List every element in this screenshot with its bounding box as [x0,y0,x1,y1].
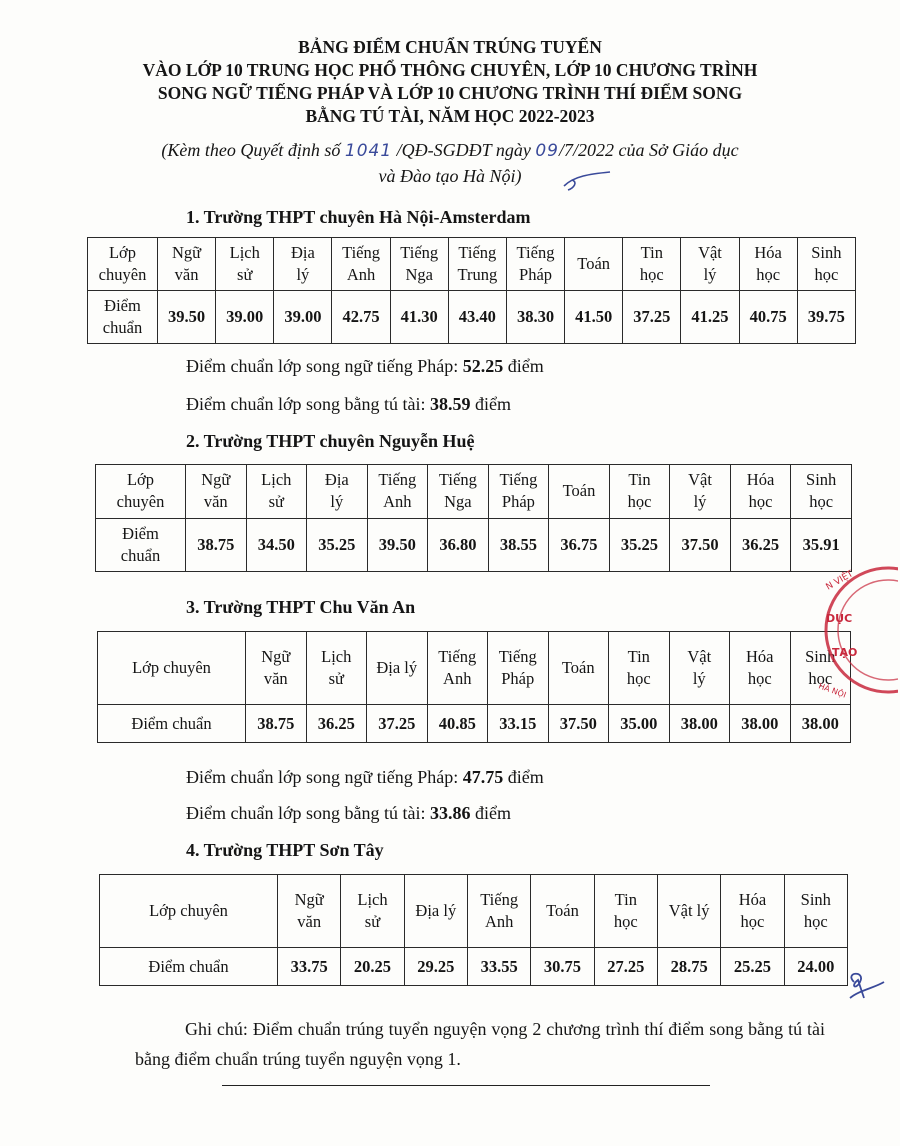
official-seal-icon [788,560,898,710]
score-cell: 39.50 [367,518,428,572]
cell-text: học [740,912,765,932]
score-cell: 43.40 [448,291,506,344]
score-cell: 20.25 [341,948,404,986]
cell-text: Địa [324,470,349,490]
row-label-subject [100,875,278,948]
score-cell: 27.25 [594,948,657,986]
cell-text: Tin [640,243,663,262]
score-cell: 24.00 [784,948,847,986]
score-row [100,948,848,986]
score-cell: 41.50 [565,291,623,344]
school-title-2: 2. Trường THPT chuyên Nguyễn Huệ [186,431,475,451]
cell-text: Toán [561,658,595,678]
score-row [96,518,852,572]
score-cell: 36.80 [428,518,489,572]
cell-text: học [747,669,772,689]
cell-text: học [627,492,652,512]
header-line-3: SONG NGỮ TIẾNG PHÁP VÀ LỚP 10 CHƯƠNG TRÌNH THÍ ĐIỂM SONG [157,83,743,103]
score-cell: 41.30 [390,291,448,344]
note-1-1: Điểm chuẩn lớp song ngữ tiếng Pháp: 52.25 điểm [186,356,544,376]
subject-header-cell [332,238,390,291]
cell-text: Lớp chuyên [149,901,228,921]
cell-text: Toán [546,901,579,921]
subject-header-cell [367,465,428,519]
subject-header-cell [623,238,681,291]
cell-text: Tiếng [438,647,477,667]
score-cell: 38.00 [669,705,730,743]
svg-text:TẠO: TẠO [832,646,858,659]
score-cell: 39.00 [216,291,274,344]
score-cell: 37.50 [670,518,731,572]
score-cell: 37.25 [623,291,681,344]
score-cell: 40.75 [739,291,797,344]
score-cell: 34.50 [246,518,307,572]
subject-header-cell [274,238,332,291]
cell-text: văn [263,669,288,689]
subject-header-cell [549,465,610,519]
score-cell: 38.75 [186,518,247,572]
subject-header-cell [488,465,549,519]
score-cell: 30.75 [531,948,594,986]
cell-text: Sinh [811,243,842,262]
cell-text: Ngữ [261,647,291,667]
cell-text: Điểm chuẩn [131,713,212,733]
cell-text: Ngữ [172,243,202,262]
cell-text: sử [268,492,284,512]
score-cell: 38.00 [790,705,851,743]
cell-text: chuyên [116,492,165,512]
note-1-2: Điểm chuẩn lớp song bằng tú tài: 38.59 điểm [186,394,511,414]
subject-header-cell [609,632,670,705]
subject-header-cell [246,632,307,705]
cell-text: Anh [383,492,412,512]
cell-text: Lớp chuyên [132,658,211,678]
score-cell: 35.25 [609,518,670,572]
row-label-score [96,518,186,572]
cell-text: Anh [443,669,472,689]
cell-text: Tin [628,470,651,490]
subject-header-row [88,238,856,291]
cell-text: văn [297,912,322,932]
cell-text: Tiếng [498,647,537,667]
score-cell: 39.50 [158,291,216,344]
cell-text: Tiếng [438,470,477,490]
row-label-subject [88,238,158,291]
cell-text: học [626,669,651,689]
score-table-1 [87,237,856,344]
subject-header-cell [158,238,216,291]
subject-header-cell [216,238,274,291]
subject-header-cell [427,632,488,705]
cell-text: sử [237,265,253,284]
score-cell: 39.75 [797,291,855,344]
score-cell: 35.25 [307,518,368,572]
cell-text: học [808,669,833,689]
cell-text: Tiếng [378,470,417,490]
handwritten-initial-icon [840,968,890,1008]
score-row [98,705,851,743]
cell-text: Địa lý [376,658,418,678]
score-cell: 42.75 [332,291,390,344]
score-cell: 37.25 [367,705,428,743]
cell-text: Tiếng [458,243,497,262]
svg-text:N VIỆT: N VIỆT [824,569,856,593]
subject-header-cell [367,632,428,705]
subject-header-cell [307,465,368,519]
score-cell: 25.25 [721,948,784,986]
cell-text: lý [330,492,344,512]
cell-text: Ngữ [294,890,324,910]
subject-header-cell [797,238,855,291]
cell-text: học [756,265,781,284]
school-title-3: 3. Trường THPT Chu Văn An [186,597,416,617]
subject-header-cell [506,238,564,291]
school-title-1: 1. Trường THPT chuyên Hà Nội-Amsterdam [186,207,531,227]
score-cell: 38.30 [506,291,564,344]
cell-text: Pháp [501,669,535,689]
score-cell: 39.00 [274,291,332,344]
score-cell: 38.55 [488,518,549,572]
score-cell: 36.25 [306,705,367,743]
score-cell: 33.15 [488,705,549,743]
subject-header-cell [186,465,247,519]
score-cell: 36.25 [730,518,791,572]
note-3-1: Điểm chuẩn lớp song ngữ tiếng Pháp: 47.75 điểm [186,767,544,787]
subject-header-cell [730,465,791,519]
row-label-score [88,291,158,344]
cell-text: Toán [562,481,596,501]
cell-text: lý [692,669,706,689]
subject-header-cell [681,238,739,291]
cell-text: Pháp [519,265,553,284]
cell-text: Pháp [501,492,535,512]
cell-text: chuyên [98,265,147,284]
subject-header-cell [404,875,467,948]
cell-text: sử [328,669,344,689]
cell-text: Lịch [357,890,388,910]
cell-text: Lớp [126,470,155,490]
subject-header-cell [730,632,791,705]
subject-header-cell [341,875,404,948]
cell-text: lý [703,265,717,284]
subject-header-cell [531,875,594,948]
cell-text: sử [364,912,381,932]
cell-text: Vật [687,647,712,667]
cell-text: Sinh [800,890,831,910]
subject-header-cell [657,875,720,948]
cell-text: Vật [688,470,712,490]
subject-header-cell [448,238,506,291]
subject-header-cell [565,238,623,291]
score-cell: 38.00 [730,705,791,743]
note-3-2: Điểm chuẩn lớp song bằng tú tài: 33.86 điểm [186,803,511,823]
score-cell: 36.75 [549,518,610,572]
score-cell: 37.50 [548,705,609,743]
cell-text: chuẩn [120,545,161,565]
cell-text: Vật [698,243,722,262]
cell-text: Toán [577,254,611,273]
subject-header-cell [306,632,367,705]
cell-text: Tin [614,890,637,910]
cell-text: Trung [457,265,498,284]
cell-text: Lịch [261,470,292,490]
score-cell: 33.55 [467,948,530,986]
header-line-2: VÀO LỚP 10 TRUNG HỌC PHỔ THÔNG CHUYÊN, LỚP 10 CHƯƠNG TRÌNH [142,60,758,80]
school-title-4: 4. Trường THPT Sơn Tây [186,840,384,860]
cell-text: Sinh [806,470,837,490]
cell-text: Ngữ [201,470,231,490]
cell-text: Địa lý [415,901,457,921]
row-label-subject [98,632,246,705]
score-cell: 35.91 [791,518,852,572]
score-table-2 [95,464,852,572]
decision-number-handwritten: 1041 [344,141,393,161]
row-label-score [98,705,246,743]
subject-header-cell [669,632,730,705]
svg-text:HÀ NỘI: HÀ NỘI [817,681,848,700]
cell-text: học [613,912,638,932]
cell-text: Lịch [321,647,352,667]
subject-header-cell [739,238,797,291]
subject-header-row [100,875,848,948]
cell-text: Sinh [805,647,836,667]
cell-text: Nga [405,265,433,284]
footnote: Ghi chú: Điểm chuẩn trúng tuyển nguyện vọng 2 chương trình thí điểm song bằng tú tài bằng điểm chuẩn trúng tuyển nguyện vọng 1. [135,1019,825,1069]
score-cell: 33.75 [278,948,341,986]
cell-text: văn [203,492,228,512]
svg-text:DỤC: DỤC [826,612,853,625]
subject-header-cell [791,465,852,519]
cell-text: học [814,265,839,284]
cell-text: Anh [484,912,514,932]
cell-text: Tiếng [480,890,519,910]
subject-header-cell [784,875,847,948]
score-table-4 [99,874,848,986]
cell-text: Anh [346,265,376,284]
subject-header-cell [390,238,448,291]
cell-text: Nga [444,492,472,512]
cell-text: Tiếng [499,470,538,490]
score-cell: 28.75 [657,948,720,986]
subject-header-cell [246,465,307,519]
cell-text: Hóa [754,243,782,262]
cell-text: Điểm [122,523,159,543]
cell-text: Tin [627,647,650,667]
handwritten-mark-icon [560,168,620,196]
subject-header-cell [428,465,489,519]
decision-day-handwritten: 09 [535,141,559,161]
closing-rule [222,1085,710,1086]
cell-text: học [803,912,828,932]
subject-header-cell [670,465,731,519]
subject-header-cell [609,465,670,519]
cell-text: học [748,492,773,512]
header-line-4: BẰNG TÚ TÀI, NĂM HỌC 2022-2023 [305,106,595,126]
cell-text: Tiếng [342,243,380,262]
cell-text: Hóa [746,647,774,667]
subject-header-row [96,465,852,519]
cell-text: Tiếng [516,243,555,262]
cell-text: lý [296,265,310,284]
cell-text: Tiếng [400,243,439,262]
cell-text: học [809,492,834,512]
score-cell: 38.75 [246,705,307,743]
score-cell: 29.25 [404,948,467,986]
cell-text: Lớp [108,243,137,262]
decision-reference: (Kèm theo Quyết định số 1041 /QĐ-SGDĐT ngày 09/7/2022 của Sở Giáo dục [161,140,739,161]
cell-text: Vật lý [668,901,710,921]
cell-text: chuẩn [102,318,143,337]
cell-text: Điểm chuẩn [148,956,229,976]
cell-text: văn [174,265,199,284]
cell-text: học [639,265,664,284]
subject-header-row [98,632,851,705]
cell-text: Địa [290,243,315,262]
subject-header-cell [278,875,341,948]
cell-text: lý [693,492,707,512]
subject-header-cell [467,875,530,948]
subject-header-cell [594,875,657,948]
score-cell: 40.85 [427,705,488,743]
row-label-score [100,948,278,986]
decision-reference-line2: và Đào tạo Hà Nội) [378,166,522,186]
cell-text: Điểm [104,296,141,315]
cell-text: Lịch [229,243,260,262]
subject-header-cell [548,632,609,705]
score-cell: 41.25 [681,291,739,344]
score-row [88,291,856,344]
cell-text: Hóa [738,890,767,910]
score-cell: 35.00 [609,705,670,743]
header-line-1: BẢNG ĐIỂM CHUẨN TRÚNG TUYỂN [298,37,602,57]
subject-header-cell [488,632,549,705]
cell-text: Hóa [746,470,775,490]
subject-header-cell [721,875,784,948]
row-label-subject [96,465,186,519]
score-table-3 [97,631,851,743]
